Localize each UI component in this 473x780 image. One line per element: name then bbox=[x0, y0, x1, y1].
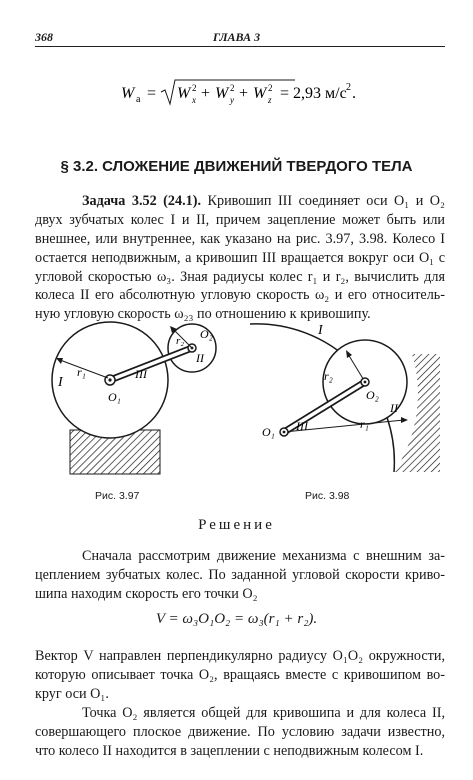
solution-line: круг оси O₁. bbox=[35, 685, 109, 702]
figure-3-97 bbox=[30, 318, 230, 478]
label-crank: III bbox=[296, 419, 308, 433]
problem-line: колеса II его абсолютную угловую скорость ω₂ и его относитель- bbox=[35, 287, 445, 304]
problem-line-text: Кривошип III соединяет оси O₁ и O₂ bbox=[207, 193, 445, 209]
svg-text:x: x bbox=[191, 95, 196, 105]
svg-text:W: W bbox=[252, 85, 266, 102]
label-o2: O₂ bbox=[200, 327, 213, 341]
solution-paragraph-1 bbox=[35, 547, 445, 604]
figure-3-98 bbox=[240, 302, 440, 480]
label-r1: r₁ bbox=[360, 417, 369, 431]
label-r1: r₁ bbox=[77, 365, 86, 379]
svg-text:W: W bbox=[176, 85, 190, 102]
figure-3-98-drawing bbox=[240, 302, 440, 480]
caption-3-97: Рис. 3.97 bbox=[95, 490, 140, 502]
solution-line: цеплением зубчатых колес. По заданной угловой скорости криво- bbox=[35, 566, 445, 583]
problem-line: двух зубчатых колес I и II, причем зацепление может быть или bbox=[35, 211, 445, 228]
label-wheel-1: I bbox=[318, 323, 323, 338]
formula-dot: . bbox=[351, 85, 356, 102]
acceleration-formula bbox=[0, 76, 473, 110]
svg-text:2: 2 bbox=[229, 83, 234, 93]
label-r2: r₂ bbox=[324, 369, 333, 383]
formula-sq: 2 bbox=[345, 82, 351, 93]
label-o2: O₂ bbox=[366, 388, 379, 402]
velocity-formula: V = ω₃O₁O₂ = ω₃(r₁ + r₂). bbox=[155, 611, 318, 627]
label-o1: O₁ bbox=[108, 390, 121, 404]
solution-paragraph-2 bbox=[35, 647, 445, 704]
figure-3-97-drawing bbox=[30, 318, 230, 478]
page-number: 368 bbox=[35, 30, 53, 44]
formula-lhs-sub: а bbox=[135, 94, 140, 105]
solution-line: Сначала рассмотрим движение механизма с внешним за- bbox=[82, 548, 445, 564]
chapter-title: ГЛАВА 3 bbox=[212, 30, 261, 44]
formula-rhs: = 2,93 м/с bbox=[279, 85, 347, 102]
svg-text:2: 2 bbox=[191, 83, 196, 93]
svg-text:W: W bbox=[214, 85, 228, 102]
svg-text:y: y bbox=[229, 95, 234, 105]
solution-line: что колесо II находится в зацеплении с неподвижным колесом I. bbox=[35, 742, 424, 759]
section-title: § 3.2. СЛОЖЕНИЕ ДВИЖЕНИЙ ТВЕРДОГО ТЕЛА bbox=[60, 158, 413, 175]
caption-3-98: Рис. 3.98 bbox=[305, 490, 350, 502]
problem-line bbox=[35, 192, 445, 211]
solution-heading: Решение bbox=[198, 517, 275, 533]
problem-line: ную угловую скорость ω₂₃ по отношению к кривошипу. bbox=[35, 306, 371, 323]
svg-text:2: 2 bbox=[267, 83, 272, 93]
label-r2: r₂ bbox=[176, 335, 185, 347]
solution-line: Вектор V направлен перпендикулярно радиусу O₁O₂ окружности, bbox=[35, 648, 445, 664]
solution-line: совершающего плоское движение. По условию задачи известно, bbox=[35, 723, 445, 740]
acceleration-formula-graphic bbox=[117, 76, 357, 110]
label-wheel-1: I bbox=[58, 375, 63, 390]
formula-lhs: W bbox=[120, 85, 134, 102]
problem-line: остается неподвижным, а кривошип III вращается вокруг оси O₁ с bbox=[35, 249, 445, 266]
solution-paragraph-3 bbox=[35, 704, 445, 761]
problem-line: угловой скоростью ω₃. Зная радиусы колес r₁ и r₂, вычислить для bbox=[35, 268, 445, 285]
problem-label: Задача 3.52 (24.1). bbox=[82, 193, 202, 209]
solution-line: шипа находим скорость его точки O₂ bbox=[35, 585, 258, 602]
label-crank: III bbox=[135, 367, 147, 381]
svg-text:=: = bbox=[146, 85, 156, 102]
header-rule bbox=[35, 46, 445, 47]
solution-line: которую описывает точка O₂, вращаясь вместе с кривошипом во- bbox=[35, 666, 445, 683]
label-o1: O₁ bbox=[262, 425, 275, 439]
label-wheel-2: II bbox=[390, 401, 398, 415]
svg-text:+: + bbox=[238, 85, 248, 102]
problem-line: внешнее, или внутреннее, как указано на рис. 3.97, 3.98. Колесо I bbox=[35, 230, 445, 247]
label-wheel-2: II bbox=[196, 351, 204, 365]
solution-line: Точка O₂ является общей для кривошипа и для колеса II, bbox=[82, 705, 445, 721]
svg-text:+: + bbox=[200, 85, 210, 102]
svg-text:z: z bbox=[267, 95, 272, 105]
